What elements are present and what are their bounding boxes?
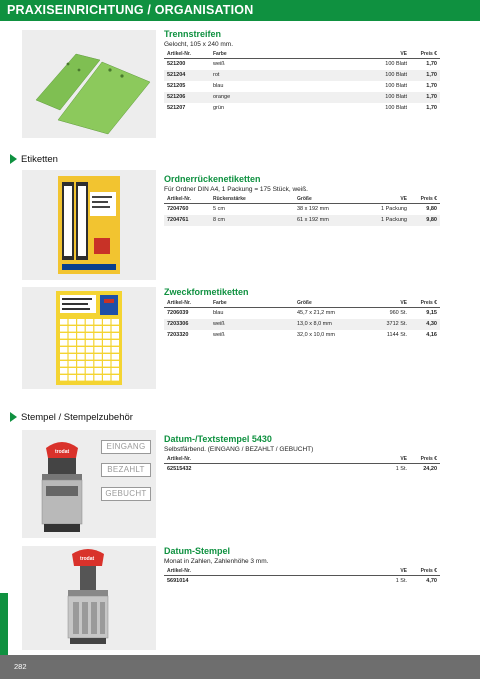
- table-row: [164, 319, 440, 330]
- stamp-word-bezahlt: BEZAHLT: [101, 463, 151, 477]
- label-cell: [112, 340, 119, 346]
- label-cell: [69, 368, 76, 374]
- label-cell: [94, 347, 101, 353]
- price: 9,80: [410, 215, 440, 226]
- header-bar: [0, 0, 480, 21]
- table-row: [164, 464, 440, 476]
- table-row: [164, 81, 440, 92]
- table-header-row: [164, 300, 440, 308]
- label-cell: [112, 326, 119, 332]
- col-header-article: Artikel-Nr.: [164, 196, 210, 204]
- color: weiß: [213, 332, 225, 338]
- col-header-price: Preis €: [410, 51, 440, 59]
- product-description: Für Ordner DIN A4, 1 Packung = 175 Stück, weiß.: [164, 186, 308, 193]
- label-cell: [60, 340, 67, 346]
- table-row: [164, 215, 440, 226]
- label-cell: [94, 375, 101, 381]
- label-cell: [112, 347, 119, 353]
- article-number: 62515432: [167, 466, 192, 472]
- label-cell: [77, 326, 84, 332]
- label-cell: [77, 354, 84, 360]
- price-table: [164, 300, 440, 341]
- article-number: 521205: [167, 83, 186, 89]
- label-cell: [94, 326, 101, 332]
- ve: 100 Blatt: [385, 61, 407, 67]
- product-title: Ordnerrückenetiketten: [164, 174, 261, 184]
- binder-label-pack-illustration: [22, 170, 156, 280]
- col-header-color: Farbe: [210, 300, 294, 308]
- ve: 3712 St.: [368, 319, 410, 330]
- footer-bar: [0, 655, 480, 679]
- label-cell: [77, 319, 84, 325]
- label-cell: [77, 361, 84, 367]
- label-cell: [86, 368, 93, 374]
- article-number: 7203306: [164, 319, 210, 330]
- label-cell: [86, 326, 93, 332]
- price-table: [164, 196, 440, 226]
- price-table: [164, 51, 440, 114]
- label-cell: [77, 347, 84, 353]
- label-cell: [69, 347, 76, 353]
- label-cell: [60, 326, 67, 332]
- ordner-etiketten-image: [22, 170, 156, 280]
- label-cell: [86, 319, 93, 325]
- price: 9,15: [426, 310, 437, 316]
- price: 1,70: [410, 70, 440, 81]
- stamp-word-eingang: EINGANG: [101, 440, 151, 454]
- side-accent-strip: [0, 593, 8, 655]
- date-stamp-illustration: [22, 546, 156, 650]
- table-row: [164, 204, 440, 216]
- label-cell: [69, 333, 76, 339]
- section-heading-stempel: [10, 410, 133, 424]
- color: orange: [210, 92, 340, 103]
- table-row: [164, 308, 440, 320]
- label-cell: [103, 326, 110, 332]
- table-header-row: [164, 51, 440, 59]
- ve: 1 Packung: [368, 215, 410, 226]
- product-description: Selbstfärbend. (EINGANG / BEZAHLT / GEBUCHT): [164, 446, 314, 453]
- product-zweckformetiketten: [164, 287, 440, 341]
- section-label: Etiketten: [21, 153, 58, 165]
- section-heading-etiketten: [10, 152, 58, 166]
- section-label: Stempel / Stempelzubehör: [21, 411, 133, 423]
- product-trennstreifen: [164, 29, 440, 114]
- label-cell: [86, 375, 93, 381]
- price-table: [164, 456, 440, 475]
- price-table: [164, 568, 440, 587]
- col-header-spine: Rückenstärke: [210, 196, 294, 204]
- size: 61 x 192 mm: [294, 215, 368, 226]
- trennstreifen-image: [22, 30, 156, 138]
- label-cell: [94, 354, 101, 360]
- label-cell: [94, 340, 101, 346]
- label-cell: [69, 361, 76, 367]
- ve: 1 St.: [395, 466, 407, 472]
- zweckform-etiketten-image: [22, 287, 156, 389]
- label-cell: [103, 368, 110, 374]
- table-row: [164, 103, 440, 114]
- ve: 960 St.: [389, 310, 407, 316]
- color: grün: [213, 105, 225, 111]
- label-cell: [69, 354, 76, 360]
- label-sheet-illustration: [22, 287, 156, 389]
- col-header-ve: VE: [210, 456, 410, 464]
- price: 1,70: [426, 61, 437, 67]
- label-cell: [86, 354, 93, 360]
- label-cell: [60, 347, 67, 353]
- table-row: [164, 92, 440, 103]
- table-row: [164, 70, 440, 81]
- label-cell: [103, 340, 110, 346]
- product-title: Zweckformetiketten: [164, 287, 249, 297]
- col-header-article: Artikel-Nr.: [164, 568, 210, 576]
- product-datum-stempel: [164, 546, 440, 587]
- product-description: Gelocht, 105 x 240 mm.: [164, 41, 234, 48]
- label-cell: [86, 340, 93, 346]
- col-header-ve: VE: [368, 196, 410, 204]
- color: weiß: [210, 319, 294, 330]
- col-header-color: Farbe: [210, 51, 340, 59]
- price: 4,16: [426, 332, 437, 338]
- label-cell: [86, 347, 93, 353]
- price: 24,20: [423, 466, 437, 472]
- label-grid: [60, 319, 119, 381]
- ve: 100 Blatt: [340, 92, 410, 103]
- price: 1,70: [410, 92, 440, 103]
- col-header-price: Preis €: [410, 300, 440, 308]
- label-cell: [77, 368, 84, 374]
- page-header-title: PRAXISEINRICHTUNG / ORGANISATION: [7, 3, 254, 17]
- label-cell: [94, 319, 101, 325]
- label-cell: [60, 333, 67, 339]
- table-header-row: [164, 568, 440, 576]
- article-number: 521207: [167, 105, 186, 111]
- label-cell: [86, 361, 93, 367]
- size: 13,0 x 8,0 mm: [294, 319, 368, 330]
- label-cell: [103, 347, 110, 353]
- price: 9,80: [426, 206, 437, 212]
- table-header-row: [164, 196, 440, 204]
- color: rot: [210, 70, 340, 81]
- article-number: 521204: [164, 70, 210, 81]
- article-number: 7204760: [167, 206, 189, 212]
- product-ordnerrueckenetiketten: [164, 174, 440, 226]
- datum-stempel-image: [22, 546, 156, 650]
- label-cell: [94, 361, 101, 367]
- label-cell: [60, 319, 67, 325]
- label-cell: [86, 333, 93, 339]
- label-cell: [103, 354, 110, 360]
- spine-width: 8 cm: [210, 215, 294, 226]
- price: 1,70: [426, 83, 437, 89]
- page-number: 282: [14, 662, 27, 671]
- stamp-word-gebucht: GEBUCHT: [101, 487, 151, 501]
- table-row: [164, 576, 440, 588]
- label-cell: [94, 333, 101, 339]
- label-cell: [112, 354, 119, 360]
- ve: 1 Packung: [381, 206, 407, 212]
- label-cell: [103, 319, 110, 325]
- article-number: 521200: [167, 61, 186, 67]
- ve: 1 St.: [395, 578, 407, 584]
- label-cell: [112, 319, 119, 325]
- label-cell: [77, 333, 84, 339]
- triangle-bullet-icon: [10, 154, 17, 164]
- spine-width: 5 cm: [213, 206, 225, 212]
- label-cell: [69, 375, 76, 381]
- col-header-ve: VE: [210, 568, 410, 576]
- label-cell: [112, 368, 119, 374]
- col-header-size: Größe: [294, 300, 368, 308]
- label-cell: [77, 375, 84, 381]
- price: 4,30: [410, 319, 440, 330]
- col-header-size: Größe: [294, 196, 368, 204]
- label-cell: [69, 326, 76, 332]
- product-description: Monat in Zahlen, Zahlenhöhe 3 mm.: [164, 558, 269, 565]
- label-cell: [60, 368, 67, 374]
- col-header-price: Preis €: [410, 568, 440, 576]
- col-header-article: Artikel-Nr.: [164, 456, 210, 464]
- article-number: 7206039: [167, 310, 189, 316]
- label-cell: [112, 361, 119, 367]
- table-header-row: [164, 456, 440, 464]
- table-row: [164, 330, 440, 341]
- col-header-article: Artikel-Nr.: [164, 51, 210, 59]
- price: 4,70: [426, 578, 437, 584]
- label-cell: [60, 361, 67, 367]
- stamp-brand-label: trodat: [55, 449, 70, 455]
- ve: 100 Blatt: [385, 105, 407, 111]
- label-cell: [69, 319, 76, 325]
- label-cell: [112, 375, 119, 381]
- label-cell: [60, 354, 67, 360]
- color: blau: [213, 83, 224, 89]
- stamp-brand-label: trodat: [80, 556, 95, 562]
- price: 1,70: [426, 105, 437, 111]
- triangle-bullet-icon: [10, 412, 17, 422]
- label-cell: [103, 333, 110, 339]
- article-number: 5691014: [167, 578, 189, 584]
- label-cell: [77, 340, 84, 346]
- article-number: 521206: [164, 92, 210, 103]
- col-header-ve: VE: [368, 300, 410, 308]
- col-header-price: Preis €: [410, 456, 440, 464]
- col-header-ve: VE: [340, 51, 410, 59]
- product-datum-textstempel-5430: [164, 434, 440, 475]
- product-title: Datum-/Textstempel 5430: [164, 434, 272, 444]
- label-cell: [60, 375, 67, 381]
- size: 38 x 192 mm: [297, 206, 329, 212]
- label-cell: [103, 361, 110, 367]
- color: weiß: [213, 61, 225, 67]
- article-number: 7203320: [167, 332, 189, 338]
- label-cell: [112, 333, 119, 339]
- col-header-price: Preis €: [410, 196, 440, 204]
- col-header-article: Artikel-Nr.: [164, 300, 210, 308]
- label-cell: [103, 375, 110, 381]
- table-row: [164, 59, 440, 71]
- product-title: Datum-Stempel: [164, 546, 231, 556]
- ve: 100 Blatt: [340, 70, 410, 81]
- label-cell: [69, 340, 76, 346]
- ve: 100 Blatt: [385, 83, 407, 89]
- label-cell: [94, 368, 101, 374]
- color: blau: [213, 310, 224, 316]
- article-number: 7204761: [164, 215, 210, 226]
- divider-strips-illustration: [22, 30, 156, 138]
- size: 32,0 x 10,0 mm: [297, 332, 335, 338]
- ve: 1144 St.: [386, 332, 407, 338]
- size: 45,7 x 21,2 mm: [297, 310, 335, 316]
- product-title: Trennstreifen: [164, 29, 222, 39]
